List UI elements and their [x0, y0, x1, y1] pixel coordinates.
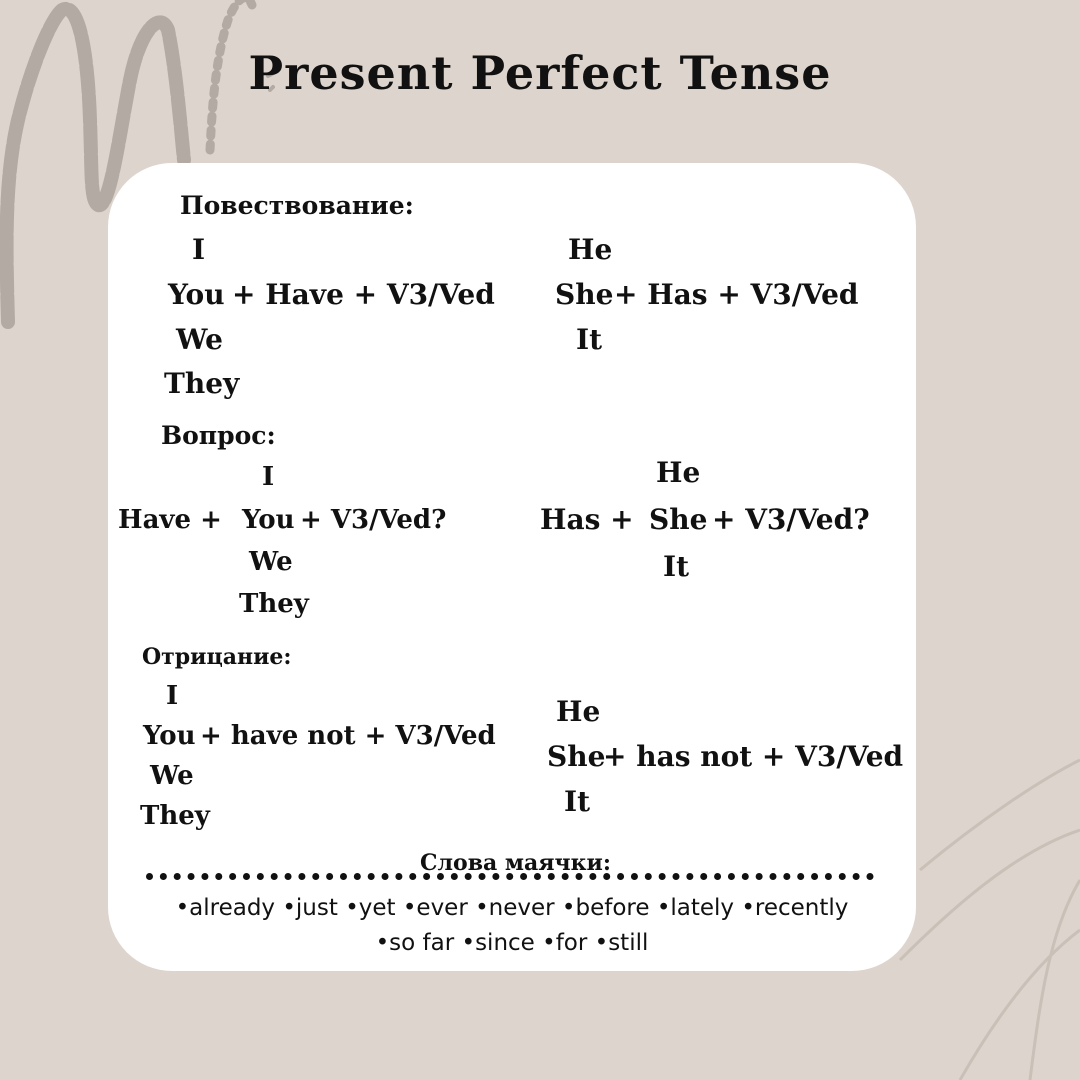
pronoun-it: It [576, 323, 603, 356]
negative-heading: Отрицание: [142, 644, 292, 670]
pronoun-they: They [140, 801, 210, 831]
pronoun-i: I [192, 233, 206, 266]
signal-words-heading: Слова маячки: [420, 850, 611, 876]
pronoun-we: We [176, 323, 223, 356]
pronoun-you: You [143, 721, 196, 751]
affirmative-heading: Повествование: [180, 191, 414, 220]
pronoun-it: It [564, 785, 591, 818]
question-heading: Вопрос: [161, 421, 276, 450]
pronoun-they: They [239, 589, 309, 619]
pronoun-you: You [168, 278, 225, 311]
negative-formula-have-not: + have not + V3/Ved [200, 721, 496, 751]
pronoun-she: She [555, 278, 614, 311]
page-title: Present Perfect Tense [248, 46, 832, 100]
question-prefix-have: Have + [118, 505, 222, 535]
question-formula-right: + V3/Ved? [712, 503, 870, 536]
affirmative-formula-have: + Have + V3/Ved [232, 278, 495, 311]
pronoun-he: He [656, 456, 701, 489]
pronoun-i: I [262, 462, 275, 492]
pronoun-it: It [663, 550, 690, 583]
pronoun-he: He [556, 695, 601, 728]
pronoun-he: He [568, 233, 613, 266]
pronoun-you: You [242, 505, 295, 535]
pronoun-she: She [649, 503, 708, 536]
pronoun-i: I [166, 681, 179, 711]
question-formula-left: + V3/Ved? [300, 505, 447, 535]
question-prefix-has: Has + [540, 503, 634, 536]
signal-words-line-2: •so far •since •for •still [375, 930, 649, 956]
negative-formula-has-not: + has not + V3/Ved [603, 740, 904, 773]
pronoun-we: We [150, 761, 194, 791]
pronoun-they: They [164, 367, 240, 400]
pronoun-we: We [249, 547, 293, 577]
pronoun-she: She [547, 740, 606, 773]
affirmative-formula-has: + Has + V3/Ved [614, 278, 859, 311]
dotted-divider [146, 873, 874, 880]
signal-words-line-1: •already •just •yet •ever •never •before •lately •recently [175, 895, 849, 921]
